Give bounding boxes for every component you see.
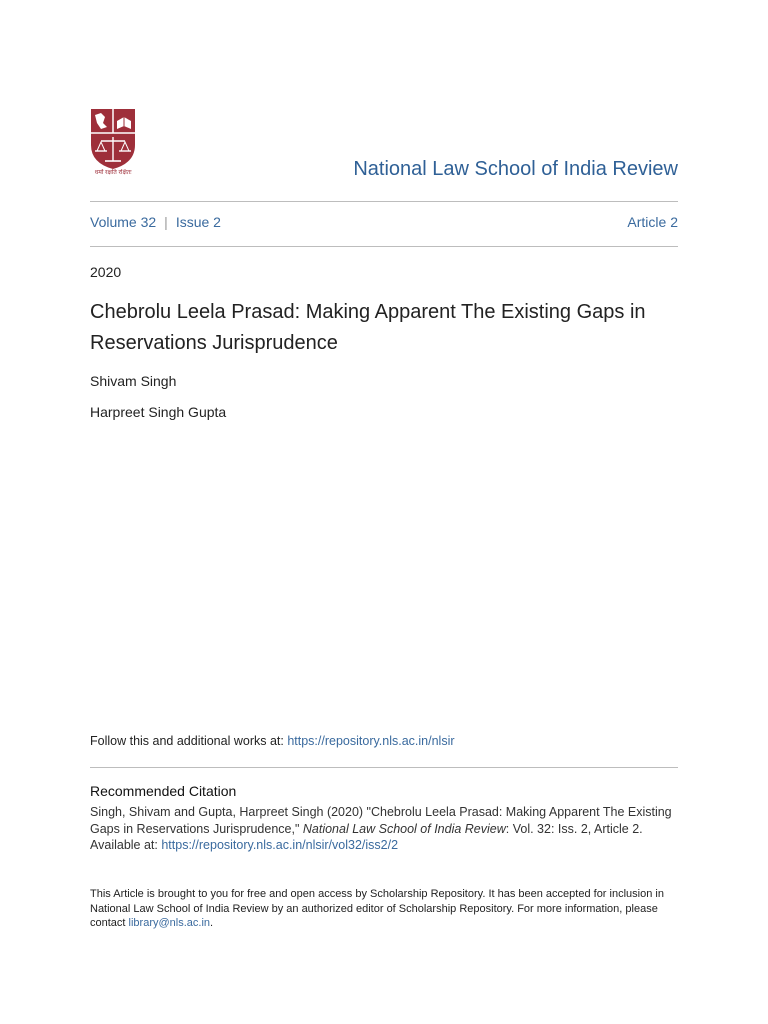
article-link[interactable]: Article 2 xyxy=(627,214,678,230)
access-notice-end: . xyxy=(210,917,214,929)
repository-link[interactable]: https://repository.nls.ac.in/nlsir xyxy=(287,734,455,748)
publication-year: 2020 xyxy=(90,264,122,280)
issue-link[interactable]: Issue 2 xyxy=(175,214,221,230)
article-url-link[interactable]: https://repository.nls.ac.in/nlsir/vol32/iss2/2 xyxy=(161,838,399,852)
citation-heading: Recommended Citation xyxy=(90,783,237,799)
issue-navigation xyxy=(90,214,678,230)
article-title: Chebrolu Leela Prasad: Making Apparent The Existing Gaps in Reservations Jurisprudence xyxy=(90,301,646,354)
follow-works xyxy=(90,734,455,748)
issue-divider xyxy=(90,246,678,247)
citation-lead: Singh, Shivam and Gupta, Harpreet Singh (2020) "Chebrolu Leela Prasad: Making Apparent The Existing Gaps in Reservations Jurisprudence," xyxy=(90,805,672,836)
citation-rest: : Vol. 32: Iss. 2, Article 2. xyxy=(505,821,643,836)
journal-title-link[interactable]: National Law School of India Review xyxy=(353,158,678,180)
citation-journal: National Law School of India Review xyxy=(302,821,506,836)
citation-divider xyxy=(90,767,678,768)
author-name: Shivam Singh xyxy=(90,373,177,389)
issue-separator: | xyxy=(164,214,168,230)
contact-email-link[interactable]: library@nls.ac.in xyxy=(128,917,210,929)
nlsiu-emblem-icon xyxy=(89,107,137,179)
follow-text: Follow this and additional works at: xyxy=(90,734,288,748)
access-notice xyxy=(90,887,680,931)
citation-available-label: Available at: xyxy=(90,838,162,852)
citation-text xyxy=(90,804,680,854)
access-notice-text: This Article is brought to you for free and open access by Scholarship Repository. It has been accepted for inclusion in National Law School of India Review by an authorized editor of Scholarship Repository. For more information, please contact xyxy=(90,888,664,929)
author-name: Harpreet Singh Gupta xyxy=(90,404,227,420)
logo-caption: धर्मो रक्षति रक्षितः xyxy=(94,170,132,176)
volume-link[interactable]: Volume 32 xyxy=(90,214,157,230)
header-divider xyxy=(90,201,678,202)
